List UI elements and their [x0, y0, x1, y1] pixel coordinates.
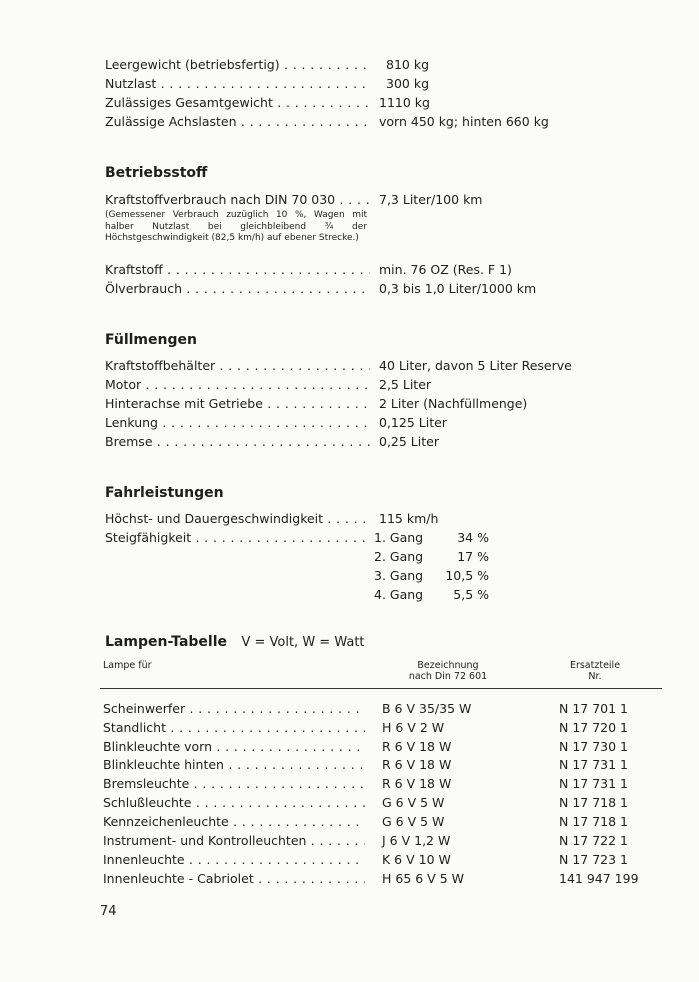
spec-label: Zulässige Achslasten . . . [105, 113, 370, 131]
lamp-label: Blinkleuchte hinten . . . [103, 756, 365, 774]
lamp-designation: G 6 V 5 W [382, 795, 445, 810]
lamp-table-subtitle: V = Volt, W = Watt [241, 635, 365, 650]
lamp-designation: J 6 V 1,2 W [382, 833, 451, 848]
spec-label: Bremse . . . [105, 433, 370, 451]
lamp-designation: H 6 V 2 W [382, 720, 445, 735]
spec-label: Lenkung . . . [105, 414, 370, 432]
lamp-label: Instrument- und Kontrolleuchten . . . [103, 832, 365, 850]
lamp-part-number: N 17 722 1 [559, 833, 628, 848]
spec-value: min. 76 OZ (Res. F 1) [379, 262, 512, 277]
spec-row [105, 376, 625, 394]
lamp-designation: K 6 V 10 W [382, 852, 451, 867]
gear-row [374, 567, 489, 585]
table-row [103, 813, 643, 831]
spec-row [105, 510, 625, 528]
gear-label: 1. Gang [374, 530, 424, 545]
spec-row [105, 395, 625, 413]
table-row [103, 719, 643, 737]
lamp-table-title [105, 632, 365, 653]
spec-row [105, 94, 625, 112]
table-row [103, 794, 643, 812]
spec-label: Nutzlast . . . [105, 75, 370, 93]
column-header-line: Nr. [588, 671, 602, 682]
consumption-note: (Gemessener Verbrauch zuzüglich 10 %, Wagen mit halber Nutzlast bei gleichbleibend ¾ der Höchstgeschwindigkeit (82,5 km/h) auf ebener Strecke.) [105, 210, 367, 243]
spec-row [105, 113, 625, 131]
column-header-ersatzteile [555, 660, 635, 682]
column-header-bezeichnung [388, 660, 508, 682]
lamp-part-number: N 17 701 1 [559, 701, 628, 716]
lamp-part-number: N 17 730 1 [559, 739, 628, 754]
table-row [103, 775, 643, 793]
spec-row [105, 75, 625, 93]
lamp-label: Kennzeichenleuchte . . . [103, 813, 365, 831]
lamp-designation: R 6 V 18 W [382, 739, 452, 754]
lamp-label: Innenleuchte . . . [103, 851, 365, 869]
spec-row [105, 56, 625, 74]
section-heading-fahrleistungen: Fahrleistungen [105, 485, 224, 501]
spec-row [105, 433, 625, 451]
column-header-line: nach Din 72 601 [408, 671, 488, 682]
gear-label: 2. Gang [374, 549, 424, 564]
spec-value: 0,3 bis 1,0 Liter/1000 km [379, 281, 537, 296]
gear-percent: 34 % [457, 530, 489, 545]
spec-value: 0,125 Liter [379, 415, 447, 430]
gear-row [374, 529, 489, 547]
spec-value: vorn 450 kg; hinten 660 kg [379, 114, 549, 129]
lamp-table-heading: Lampen-Tabelle [105, 634, 227, 650]
spec-label: Kraftstoffbehälter . . . [105, 357, 370, 375]
spec-label: Steigfähigkeit . . . [105, 529, 370, 547]
gear-row [374, 548, 489, 566]
table-row [103, 832, 643, 850]
spec-label: Ölverbrauch . . . [105, 280, 370, 298]
gear-percent: 5,5 % [453, 587, 489, 602]
spec-row [105, 261, 625, 279]
spec-row [105, 529, 625, 547]
lamp-designation: R 6 V 18 W [382, 757, 452, 772]
column-header-line: Ersatzteile [569, 660, 621, 671]
lamp-part-number: N 17 720 1 [559, 720, 628, 735]
spec-value: 7,3 Liter/100 km [379, 192, 483, 207]
table-row [103, 738, 643, 756]
page-number: 74 [100, 904, 117, 919]
lamp-label: Standlicht . . . [103, 719, 365, 737]
spec-label: Kraftstoffverbrauch nach DIN 70 030 . . . [105, 191, 370, 209]
spec-label: Kraftstoff . . . [105, 261, 370, 279]
lamp-label: Schlußleuchte . . . [103, 794, 365, 812]
lamp-designation: G 6 V 5 W [382, 814, 445, 829]
spec-row [105, 280, 625, 298]
spec-value: 0,25 Liter [379, 434, 439, 449]
spec-value: 40 Liter, davon 5 Liter Reserve [379, 358, 572, 373]
spec-label: Hinterachse mit Getriebe . . . [105, 395, 370, 413]
lamp-part-number: N 17 718 1 [559, 795, 628, 810]
column-header-line: Bezeichnung [417, 660, 479, 671]
spec-value: 300 kg [386, 76, 430, 91]
section-heading-fuellmengen: Füllmengen [105, 332, 197, 348]
column-header-lampe: Lampe für [103, 660, 152, 671]
lamp-designation: B 6 V 35/35 W [382, 701, 472, 716]
spec-label: Zulässiges Gesamtgewicht . . . [105, 94, 370, 112]
spec-value: 2,5 Liter [379, 377, 432, 392]
spec-row [105, 191, 625, 209]
spec-value: 115 km/h [379, 511, 439, 526]
spec-value: 1110 kg [379, 95, 430, 110]
table-row [103, 756, 643, 774]
lamp-designation: H 65 6 V 5 W [382, 871, 464, 886]
table-row [103, 700, 643, 718]
spec-label: Leergewicht (betriebsfertig) . . . [105, 56, 370, 74]
table-header-rule [100, 688, 662, 689]
lamp-label: Blinkleuchte vorn . . . [103, 738, 365, 756]
lamp-label: Bremsleuchte . . . [103, 775, 365, 793]
lamp-label: Scheinwerfer . . . [103, 700, 365, 718]
gear-label: 3. Gang [374, 568, 424, 583]
section-heading-betriebsstoff: Betriebsstoff [105, 165, 208, 181]
spec-value: 2 Liter (Nachfüllmenge) [379, 396, 528, 411]
spec-label: Motor . . . [105, 376, 370, 394]
lamp-part-number: 141 947 199 [559, 871, 639, 886]
gear-percent: 10,5 % [445, 568, 489, 583]
spec-label: Höchst- und Dauergeschwindigkeit . . . [105, 510, 370, 528]
table-row [103, 870, 643, 888]
spec-row [105, 414, 625, 432]
spec-row [105, 357, 625, 375]
lamp-designation: R 6 V 18 W [382, 776, 452, 791]
gear-row [374, 586, 489, 604]
lamp-label: Innenleuchte - Cabriolet . . . [103, 870, 365, 888]
table-row [103, 851, 643, 869]
lamp-part-number: N 17 723 1 [559, 852, 628, 867]
gear-label: 4. Gang [374, 587, 424, 602]
lamp-part-number: N 17 718 1 [559, 814, 628, 829]
gear-percent: 17 % [457, 549, 489, 564]
lamp-part-number: N 17 731 1 [559, 776, 628, 791]
lamp-part-number: N 17 731 1 [559, 757, 628, 772]
spec-value: 810 kg [386, 57, 430, 72]
